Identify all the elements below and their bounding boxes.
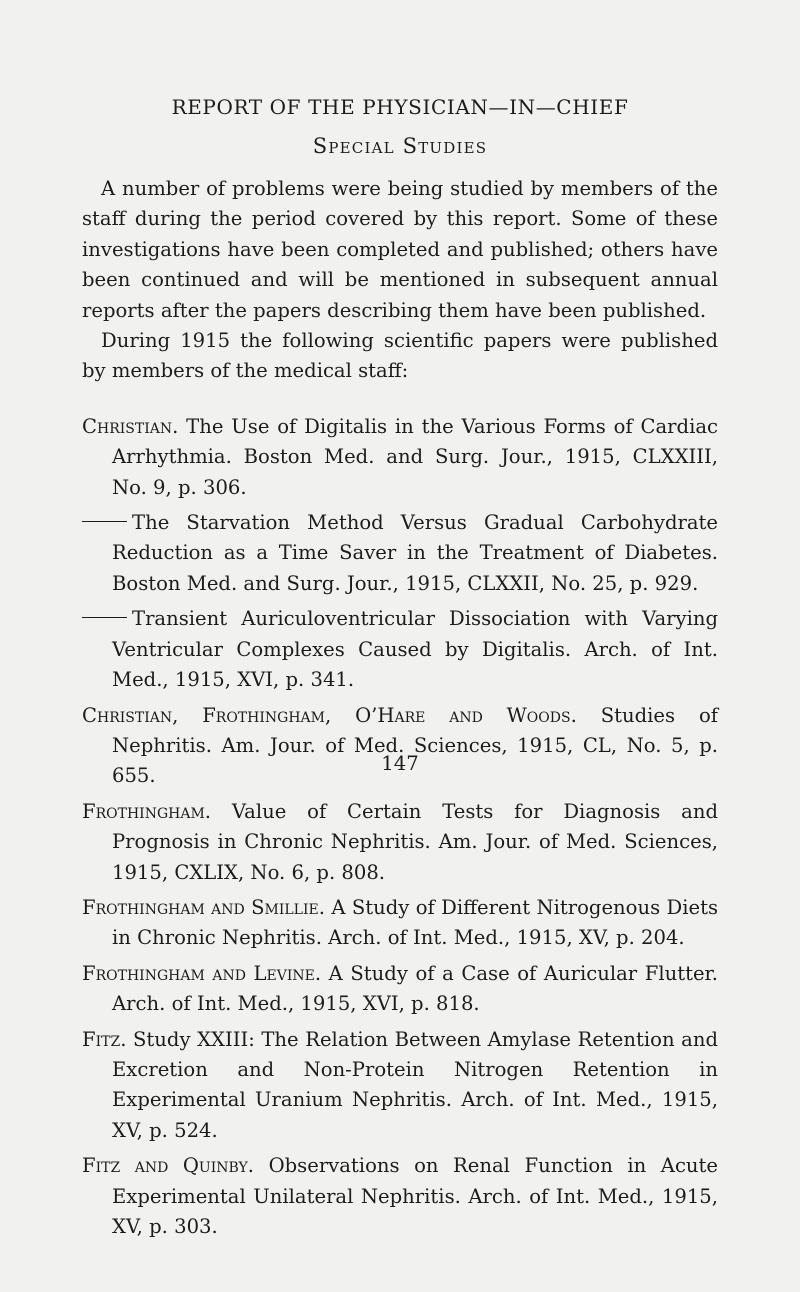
section-title: Special Studies bbox=[312, 134, 488, 158]
ditto-dash bbox=[82, 521, 127, 522]
reference-entry bbox=[82, 701, 718, 792]
page-number: 147 bbox=[381, 752, 419, 775]
reference-entry bbox=[82, 604, 718, 695]
intro-paragraph: During 1915 the following scientific papers were published by members of the medical staff: bbox=[82, 329, 718, 383]
reference-entry bbox=[82, 1025, 718, 1147]
reference-author: Frothingham and Smillie. bbox=[82, 895, 325, 919]
reference-entry bbox=[82, 797, 718, 888]
body-text bbox=[82, 174, 718, 1247]
reference-entry bbox=[82, 412, 718, 503]
reference-text: A Study of Different Nitrogenous Diets in Chronic Nephritis. Arch. of Int. Med., 1915, XV, p. 204. bbox=[112, 895, 718, 950]
reference-author: Frothingham and Levine. bbox=[82, 961, 322, 985]
reference-author: Fitz. bbox=[82, 1027, 127, 1051]
reference-entry bbox=[82, 959, 718, 1020]
reference-text: Transient Auriculoventricular Dissociation with Varying Ventricular Complexes Caused by Digitalis. Arch. of Int. Med., 1915, XVI, p. 341. bbox=[112, 607, 718, 692]
reference-text: Observations on Renal Function in Acute Experimental Unilateral Nephritis. Arch. of Int. Med., 1915, XV, p. 303. bbox=[112, 1154, 719, 1238]
reference-text: Value of Certain Tests for Diagnosis and Prognosis in Chronic Nephritis. Am. Jour. of Med. Sciences, 1915, CXLIX, No. 6, p. 808. bbox=[112, 799, 718, 884]
reference-author: Fitz and Quinby. bbox=[82, 1154, 255, 1178]
reference-text: The Starvation Method Versus Gradual Carbohydrate Reduction as a Time Saver in the Treatment of Diabetes. Boston Med. and Surg. Jour., 1915, CLXXII, No. 25, p. 929. bbox=[112, 511, 718, 595]
reference-text: A Study of a Case of Auricular Flutter. Arch. of Int. Med., 1915, XVI, p. 818. bbox=[112, 961, 718, 1016]
reference-author: Christian. bbox=[82, 414, 179, 438]
reference-text: The Use of Digitalis in the Various Forms of Cardiac Arrhythmia. Boston Med. and Surg. Jour., 1915, CLXXIII, No. 9, p. 306. bbox=[112, 414, 718, 499]
reference-entry bbox=[82, 893, 718, 954]
reference-author: Frothingham. bbox=[82, 799, 212, 823]
reference-text: Study XXIII: The Relation Between Amylase Retention and Excretion and Non-Protein Nitrogen Retention in Experimental Uranium Nephritis. Arch. of Int. Med., 1915, XV, p. 524. bbox=[112, 1027, 718, 1142]
reference-list bbox=[82, 412, 718, 1243]
ditto-dash bbox=[82, 617, 127, 618]
running-head: REPORT OF THE PHYSICIAN—IN—CHIEF bbox=[171, 95, 629, 119]
reference-entry bbox=[82, 1151, 718, 1242]
reference-entry bbox=[82, 508, 718, 599]
intro-paragraph: A number of problems were being studied by members of the staff during the period covered by this report. Some of these investigations have been completed and published; others have been continued and will be mentioned in subsequent annual reports after the papers describing them have been published. bbox=[82, 177, 718, 322]
reference-author: Christian, Frothingham, O’Hare and Woods. bbox=[82, 703, 577, 727]
reference-text: Studies of Nephritis. Am. Jour. of Med. Sciences, 1915, CL, No. 5, p. 655. bbox=[112, 703, 719, 788]
